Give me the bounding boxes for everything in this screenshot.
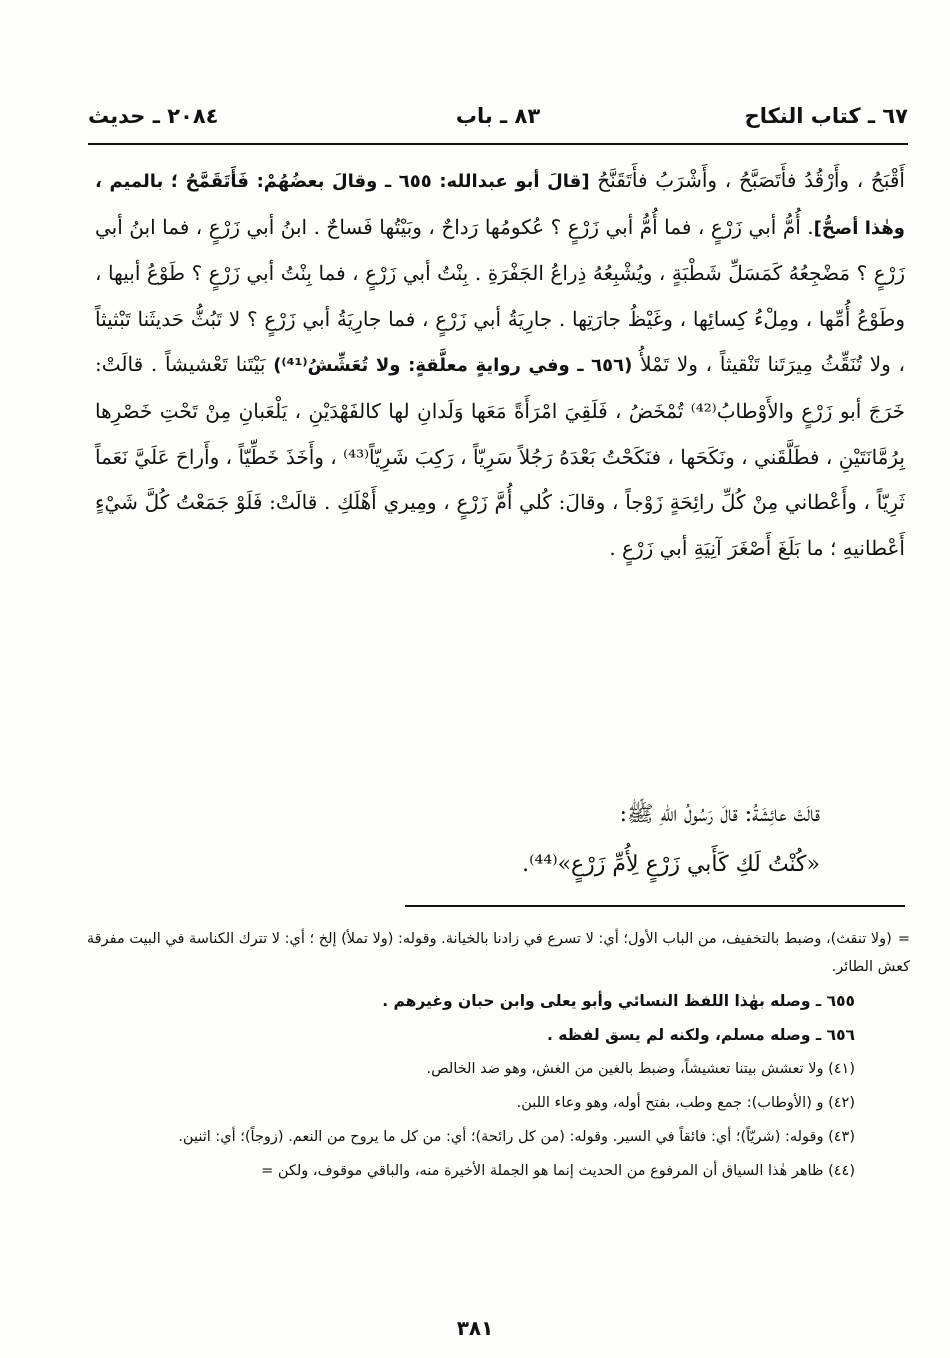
quote-intro: قالَتْ عائِشَةُ: قالَ رَسُولُ اللهِ ﷺ:: [619, 802, 820, 827]
footnote-42: (٤٢) و (الأوطاب): جمع وطب، بفتح أوله، وهو وعاء اللبن.: [516, 1095, 855, 1111]
footnote-continuation: [80, 925, 910, 981]
footnote-655: ٦٥٥ ـ وصله بهٰذا اللفظ النسائي وأبو يعلى وابن حبان وغيرهم .: [382, 992, 855, 1010]
editor-note-656: (٦٥٦ ـ وفي روايةٍ معلَّقةٍ: ولا تُعَشِّشُ⁽⁴¹⁾): [273, 355, 633, 377]
header-section: ٨٣ ـ باب: [455, 104, 541, 128]
editor-note-655: [قالَ أبو عبدالله: ٦٥٥ ـ وقالَ بعضُهُمْ: فَأَتَقَمَّحُ ؛ بالميم ، وهٰذا أصحُّ]: [95, 171, 905, 239]
hadith-paragraph: [95, 158, 905, 571]
footnote-656: ٦٥٦ ـ وصله مسلم، ولكنه لم يسق لفظه .: [546, 1026, 855, 1044]
header-chapter: ٦٧ ـ كتاب النكاح: [744, 104, 908, 128]
footnote-44: (٤٤) ظاهر هٰذا السياق أن المرفوع من الحديث إنما هو الجملة الأخيرة منه، والباقي موقوف، ولكن =: [261, 1163, 855, 1179]
footnote-41: (٤١) ولا تعشش بيتنا تعشيشاً، وضبط بالغين من الغش، وهو ضد الخالص.: [426, 1061, 855, 1077]
header-hadith-number: ٢٠٨٤ ـ حديث: [88, 104, 219, 128]
footnote-43: (٤٣) وقوله: (شريّاً)؛ أي: فائقاً في السير. وقوله: (من كل رائحة)؛ أي: من كل ما يروح من النعم. (زوجاً)؛ أي: اثنين.: [178, 1129, 855, 1145]
hadith-text-segment-3: بَيْتَنا تَعْشيشاً . قالَتْ: خَرَجَ أبو زَرْعٍ والأَوْطابُ⁽⁴²⁾ تُمْخَضُ ، فَلَقِيَ امْرَأَةً مَعَها وَلَدانِ لها كالفَهْدَيْنِ ، يَلْعَبانِ مِنْ تَحْتِ خَصْرِها بِرُمَّانَتَيْنِ ، فطَلَّقَني ، ونَكَحَها ، فنَكَحْتُ بَعْدَهُ رَجُلاً سَرِيّاً ، رَكِبَ شَرِيّاً⁽⁴³⁾ ، وأَخَذَ خَطِّيّاً ، وأَراحَ عَلَيَّ نَعَماً ثَرِيّاً ، وأَعْطاني مِنْ كُلِّ رائِحَةٍ زَوْجاً ، وقالَ: كُلي أُمَّ زَرْعٍ ، ومِيري أَهْلَكِ . قالَتْ: فَلَوْ جَمَعْتُ كُلَّ شَيْءٍ أَعْطانيهِ ؛ ما بَلَغَ أَصْغَرَ آنِيَةِ أبي زَرْعٍ .: [95, 352, 905, 560]
hadith-text-segment-1: أَقْبَحُ ، وأَرْقُدُ فأَتَصَبَّحُ ، وأَشْرَبُ فأَتَقَنَّحُ: [589, 168, 905, 192]
footnote-divider: [405, 905, 905, 907]
prophet-saying: [160, 790, 860, 890]
quote-text: «كُنْتُ لَكِ كَأَبي زَرْعٍ لِأُمِّ زَرْعٍ»⁽⁴⁴⁾.: [522, 852, 820, 877]
running-header: [88, 100, 908, 140]
footnotes: [80, 925, 910, 1191]
hadith-text-segment-2: . أُمُّ أبي زَرْعٍ ، فما أُمُّ أبي زَرْعٍ ؟ عُكومُها رَداحٌ ، وبَيْتُها فَساحٌ . ابنُ أبي زَرْعٍ ، فما ابنُ أبي زَرْعٍ ؟ مَضْجِعُهُ كَمَسَلِّ شَطْبَةٍ ، ويُشْبِعُهُ ذِراعُ الجَفْرَةِ . بِنْتُ أبي زَرْعٍ ، فما بِنْتُ أبي زَرْعٍ ؟ طَوْعُ أبيها ، وطَوْعُ أُمِّها ، ومِلْءُ كِسائِها ، وغَيْظُ جارَتِها . جارِيَةُ أبي زَرْعٍ ، فما جارِيَةُ أبي زَرْعٍ ؟ لا تَبُثُّ حَديثَنا تَبْثيثاً ، ولا تُنَقِّثُ مِيرَتَنا تَنْقيثاً ، ولا تَمْلأُ: [95, 214, 906, 377]
footnote-continuation-text: (ولا تنقث)، وضبط بالتخفيف، من الباب الأول؛ أي: لا تسرع في زادنا بالخيانة. وقوله: (ولا تملأ) إلخ ؛ أي: لا تترك الكناسة في البيت مفرقة كعش الطائر.: [86, 931, 910, 975]
header-divider: [88, 143, 908, 145]
continuation-mark: =: [897, 931, 910, 947]
page-number: ٣٨١: [456, 1316, 494, 1340]
hadith-text: [95, 158, 905, 571]
